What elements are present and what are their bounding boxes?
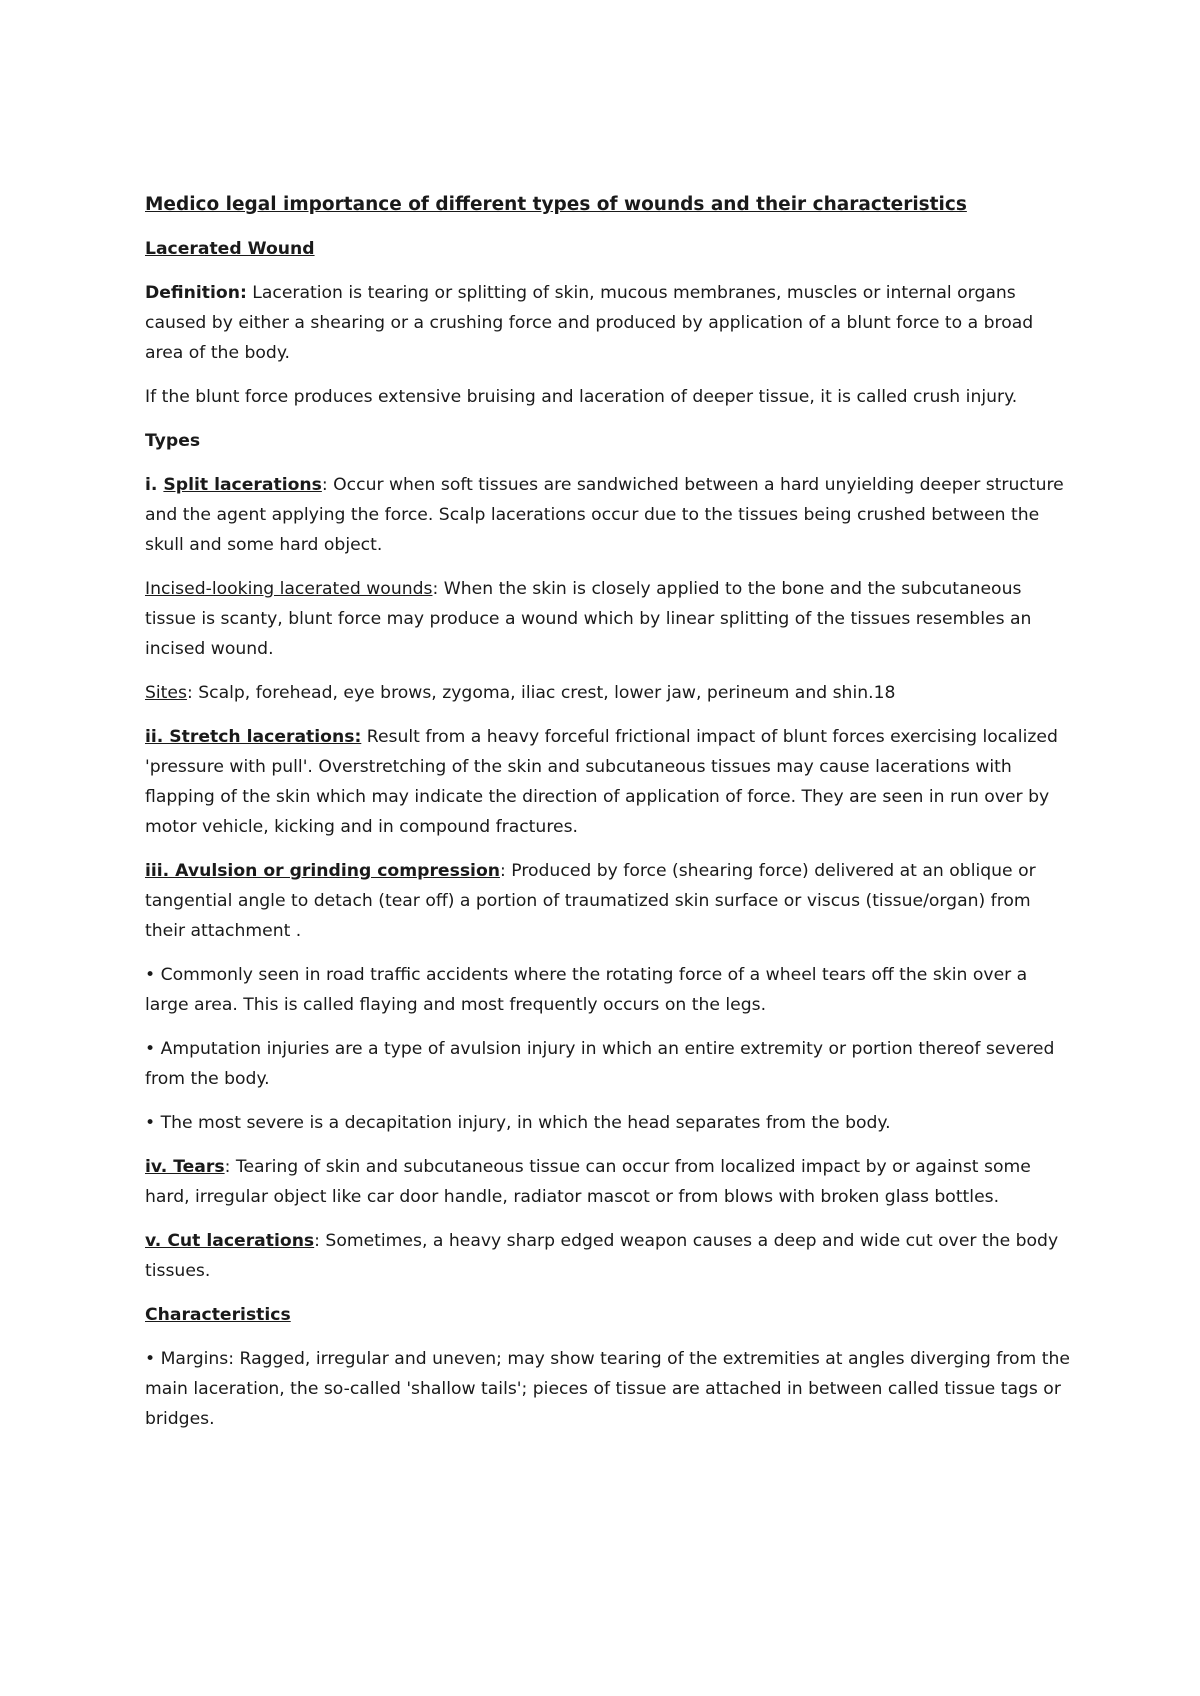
types-heading: Types <box>145 431 201 451</box>
cut-text: Sometimes, a heavy sharp edged weapon causes a deep and wide cut over the body tissues. <box>145 1231 1059 1281</box>
definition-text: Laceration is tearing or splitting of skin, mucous membranes, muscles or internal organs caused by either a shearing or a crushing force and produced by application of a blunt force to a broad area of the body. <box>145 283 1034 363</box>
list-item: • Margins: Ragged, irregular and uneven; may show tearing of the extremities at angles diverging from the main laceration, the so-called 'shallow tails'; pieces of tissue are attached in between called tissue tags or bridges. <box>145 1349 1070 1429</box>
crush-injury-paragraph: If the blunt force produces extensive bruising and laceration of deeper tissue, it is called crush injury. <box>145 387 1018 407</box>
tears-label: iv. Tears <box>145 1157 225 1177</box>
sites-colon: : <box>186 683 193 703</box>
split-colon: : <box>321 475 328 495</box>
incised-label: Incised-looking lacerated wounds <box>145 579 433 599</box>
list-item: • Amputation injuries are a type of avulsion injury in which an entire extremity or portion thereof severed from the body. <box>145 1039 1055 1089</box>
cut-lacerations-paragraph <box>145 1226 1075 1286</box>
cut-colon: : <box>314 1231 320 1251</box>
section-heading: Lacerated Wound <box>145 239 315 259</box>
sites-text: Scalp, forehead, eye brows, zygoma, iliac crest, lower jaw, perineum and shin.18 <box>192 683 896 703</box>
avulsion-text: Produced by force (shearing force) delivered at an oblique or tangential angle to detach (tear off) a portion of traumatized skin surface or viscus (tissue/organ) from their attachment . <box>145 861 1036 941</box>
avulsion-colon: : <box>500 861 506 881</box>
list-item: • Commonly seen in road traffic accidents where the rotating force of a wheel tears off the skin over a large area. This is called flaying and most frequently occurs on the legs. <box>145 965 1028 1015</box>
definition-paragraph <box>145 278 1075 368</box>
avulsion-paragraph <box>145 856 1075 946</box>
cut-label: v. Cut lacerations <box>145 1231 315 1251</box>
tears-text: Tearing of skin and subcutaneous tissue can occur from localized impact by or against some hard, irregular object like car door handle, radiator mascot or from blows with broken glass bottles. <box>145 1157 1031 1207</box>
sites-paragraph <box>145 678 1075 708</box>
split-text: Occur when soft tissues are sandwiched between a hard unyielding deeper structure and the agent applying the force. Scalp lacerations occur due to the tissues being crushed between the skull and some hard object. <box>145 475 1064 555</box>
split-lacerations-paragraph <box>145 470 1075 560</box>
split-label: Split lacerations <box>163 475 322 495</box>
incised-text: When the skin is closely applied to the bone and the subcutaneous tissue is scanty, blunt force may produce a wound which by linear splitting of the tissues resembles an incised wound. <box>145 579 1032 659</box>
avulsion-label: iii. Avulsion or grinding compression <box>145 861 500 881</box>
list-item: • The most severe is a decapitation injury, in which the head separates from the body. <box>145 1113 891 1133</box>
incised-colon: : <box>432 579 439 599</box>
document-body <box>145 190 1075 1448</box>
document-title: Medico legal importance of different types of wounds and their characteristics <box>145 194 967 215</box>
characteristics-heading: Characteristics <box>145 1305 291 1325</box>
incised-looking-paragraph <box>145 574 1075 664</box>
stretch-text: Result from a heavy forceful frictional impact of blunt forces exercising localized 'pressure with pull'. Overstretching of the skin and subcutaneous tissues may cause lacerations with flapping of the skin which may indicate the direction of application of force. They are seen in run over by motor vehicle, kicking and in compound fractures. <box>145 727 1058 837</box>
split-number: i. <box>145 475 164 495</box>
definition-label: Definition: <box>145 283 247 303</box>
stretch-label: ii. Stretch lacerations: <box>145 727 362 747</box>
stretch-lacerations-paragraph <box>145 722 1075 842</box>
tears-paragraph <box>145 1152 1075 1212</box>
sites-label: Sites <box>145 683 187 703</box>
tears-colon: : <box>224 1157 231 1177</box>
